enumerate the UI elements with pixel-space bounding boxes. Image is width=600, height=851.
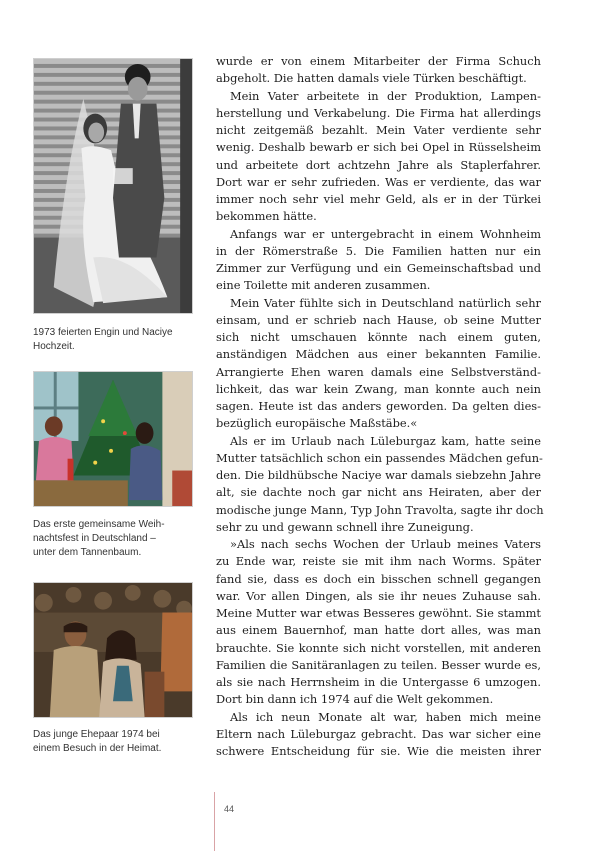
body-line: lichkeit, das war kein Zwang, man konnte auch nein bbox=[216, 381, 541, 396]
body-line: Mein Vater arbeitete in der Produktion, Lampen- bbox=[230, 88, 541, 103]
body-line: Familien die Sanitäranlagen zu teilen. Besser wurde es, bbox=[216, 657, 541, 672]
body-line: Dort bin dann ich 1974 auf die Welt gekommen. bbox=[216, 692, 494, 707]
caption-line: Das erste gemeinsame Weih- bbox=[33, 519, 165, 530]
body-line: Eltern nach Lüleburgaz gebracht. Das war sicher eine bbox=[216, 726, 541, 741]
caption-line: unter dem Tannenbaum. bbox=[33, 547, 142, 558]
body-line: bezüglich europäische Maßstäbe.« bbox=[216, 416, 418, 431]
body-line: »Als nach sechs Wochen der Urlaub meines Vaters bbox=[230, 537, 541, 551]
photo-caption bbox=[33, 326, 198, 354]
folio-rule bbox=[214, 792, 215, 851]
body-line: Meine Mutter war etwas Besseres gewöhnt. Sie stammt bbox=[216, 606, 541, 620]
body-line: eine Toilette mit anderen zusammen. bbox=[216, 278, 431, 293]
body-line: Zimmer zur Verfügung und ein Gemeinschaftsbad und bbox=[216, 261, 541, 275]
body-line: Anfangs war er untergebracht in einem Wohnheim bbox=[230, 226, 541, 241]
body-line: nicht zeitgemäß bezahlt. Mein Vater verdiente sehr bbox=[216, 123, 541, 137]
couple-photo-illustration bbox=[34, 583, 192, 717]
caption-line: Das junge Ehepaar 1974 bei bbox=[33, 729, 160, 740]
body-line: und arbeitete dort achtzehn Jahre als Staplerfahrer. bbox=[216, 157, 541, 172]
body-line: Mutter tatsächlich schon ein passendes Mädchen gefun- bbox=[216, 450, 543, 465]
body-line: modische junge Mann, Typ John Travolta, sagte ihr doch bbox=[216, 502, 544, 517]
body-line: Mein Vater fühlte sich in Deutschland natürlich sehr bbox=[230, 295, 541, 310]
photo-christmas bbox=[33, 371, 193, 507]
page-number: 44 bbox=[224, 804, 235, 814]
body-line: als sie nach Herrnsheim in die Untergasse 6 umzogen. bbox=[216, 675, 541, 689]
body-line: sehr zu und gewann schnell ihre Zuneigung. bbox=[216, 519, 474, 534]
body-line: aus einem Bauernhof, man hatte dort alles, was man bbox=[216, 623, 541, 638]
caption-line: Hochzeit. bbox=[33, 341, 75, 352]
photo-couple bbox=[33, 582, 193, 718]
body-line: Als er im Urlaub nach Lüleburgaz kam, hatte seine bbox=[230, 433, 541, 448]
body-line: Arrangierte Ehen waren damals eine Selbstverständ- bbox=[216, 364, 541, 379]
body-line: herstellung und Verkabelung. Die Firma hat allerdings bbox=[216, 105, 541, 120]
body-line: brauchte. Sie konnte sich nicht vorstellen, mit anderen bbox=[216, 640, 541, 655]
caption-line: 1973 feierten Engin und Naciye bbox=[33, 327, 173, 338]
body-line: Als ich neun Monate alt war, haben mich meine bbox=[230, 709, 541, 724]
wedding-photo-illustration bbox=[34, 59, 192, 313]
body-line: wurde er von einem Mitarbeiter der Firma Schuch bbox=[216, 54, 541, 68]
body-line: immer noch sehr viel mehr Geld, als er in der Türkei bbox=[216, 192, 541, 206]
body-line: fand sie, dass es doch ein bisschen schnell gegangen bbox=[216, 571, 541, 586]
photo-caption bbox=[33, 728, 198, 756]
article-body bbox=[216, 53, 544, 760]
body-line: anständigen Mädchen aus einer bekannten Familie. bbox=[216, 347, 541, 362]
body-line: einsam, und er schrieb nach Hause, ob seine Mutter bbox=[216, 312, 541, 327]
photo-caption bbox=[33, 518, 198, 560]
body-line: abgeholt. Die hatten damals viele Türken beschäftigt. bbox=[216, 71, 527, 86]
body-line: wenig. Deshalb bewarb er sich bei Opel in Rüsselsheim bbox=[216, 140, 541, 155]
caption-line: nachtsfest in Deutschland – bbox=[33, 533, 156, 544]
body-line: zu Ende war, reiste sie mit ihm nach Worms. Später bbox=[216, 554, 541, 569]
body-line: sich nicht umschauen könnte nach einem guten, bbox=[216, 330, 541, 344]
body-line: den. Die bildhübsche Naciye war damals siebzehn Jahre bbox=[216, 468, 541, 482]
body-line: bekommen hätte. bbox=[216, 209, 317, 224]
body-line: in der Römerstraße 5. Die Familien hatten nur ein bbox=[216, 243, 541, 258]
christmas-photo-illustration bbox=[34, 372, 192, 506]
body-line: war. Vor allen Dingen, als sie ihr neues Zuhause sah. bbox=[216, 588, 541, 603]
body-line: alt, sie dachte noch gar nicht ans Heiraten, aber der bbox=[216, 485, 541, 500]
photo-wedding bbox=[33, 58, 193, 314]
caption-line: einem Besuch in der Heimat. bbox=[33, 743, 162, 754]
body-line: schwere Entscheidung für sie. Wie die meisten ihrer bbox=[216, 744, 541, 758]
body-line: sagen. Heute ist das anders geworden. Da gelten dies- bbox=[216, 399, 541, 413]
body-line: Dort war er sehr zufrieden. Was er verdiente, das war bbox=[216, 174, 541, 189]
